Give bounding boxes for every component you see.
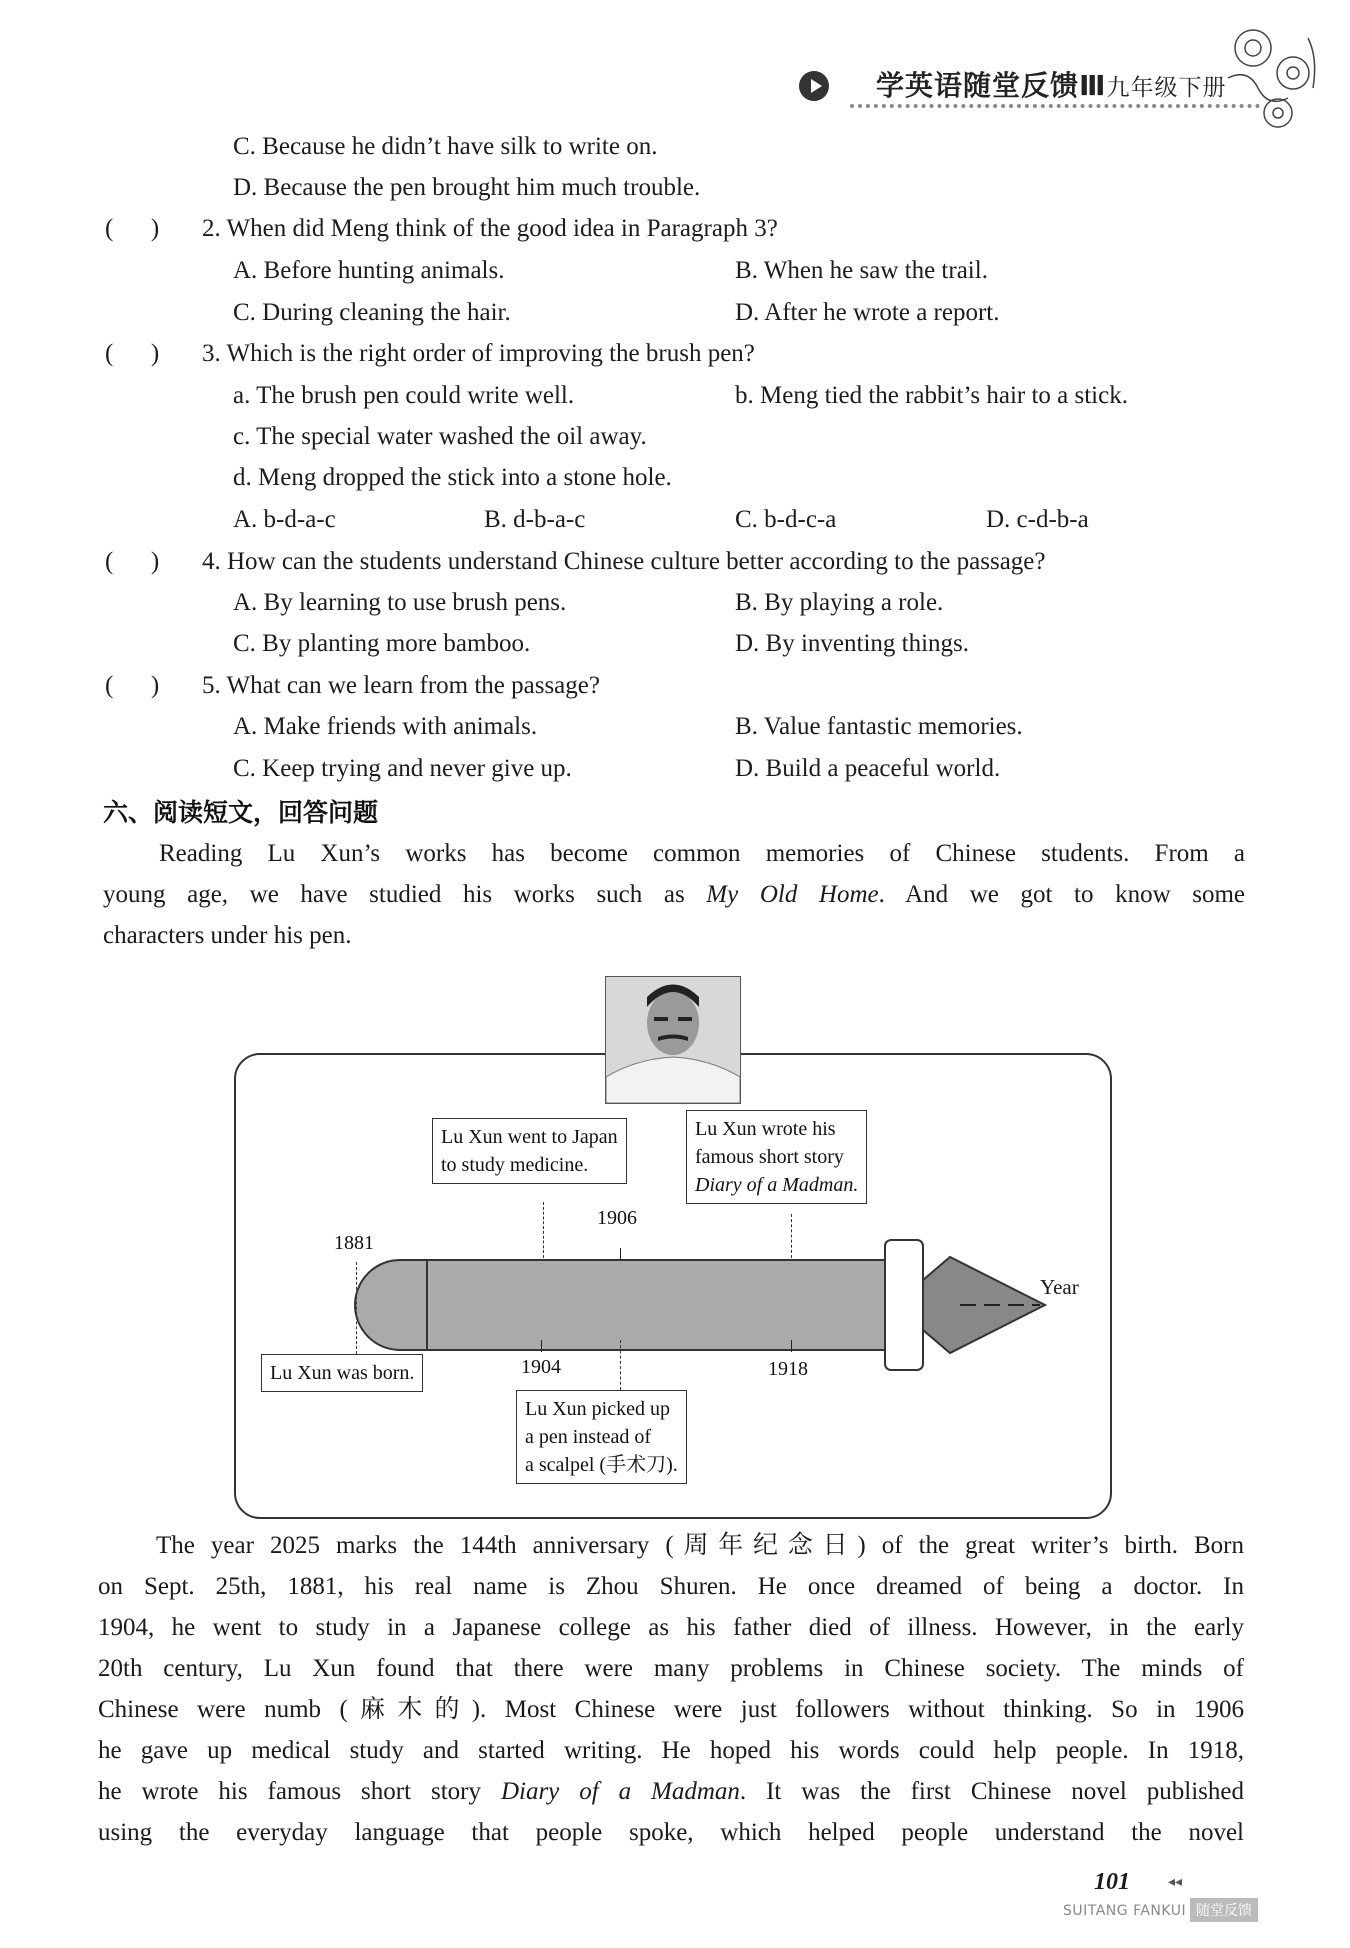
option-text: A. Before hunting animals. (233, 257, 505, 284)
paragraph-line: The year 2025 marks the 144th anniversary (周年纪念日) of the great writer’s birth. Born (156, 1532, 1244, 1559)
paragraph-line: 1904, he went to study in a Japanese college as his father died of illness. However, in the early (98, 1614, 1244, 1641)
question-stem: 3. Which is the right order of improving the brush pen? (202, 340, 755, 367)
event-box-1906: Lu Xun went to Japan to study medicine. (432, 1118, 627, 1184)
answer-bracket[interactable]: ( ) (105, 215, 160, 242)
option-text: B. When he saw the trail. (735, 257, 988, 284)
flower-decoration-icon (1218, 18, 1328, 138)
marker-1918 (791, 1340, 792, 1352)
statement-text: b. Meng tied the rabbit’s hair to a stick. (735, 382, 1128, 409)
year-label-1881: 1881 (334, 1232, 374, 1254)
event-box-1904: Lu Xun picked up a pen instead of a scalpel (手术刀). (516, 1390, 687, 1484)
connector-1904 (620, 1340, 621, 1390)
play-circle-icon (799, 71, 829, 101)
statement-text: c. The special water washed the oil away. (233, 423, 647, 450)
paragraph-line: 20th century, Lu Xun found that there were many problems in Chinese society. The minds of (98, 1655, 1244, 1682)
paragraph-line: on Sept. 25th, 1881, his real name is Zhou Shuren. He once dreamed of being a doctor. In (98, 1573, 1244, 1600)
header-divider (850, 104, 1260, 108)
paragraph-line: characters under his pen. (103, 922, 352, 949)
option-text: B. d-b-a-c (484, 506, 586, 533)
passage-paragraph (98, 1525, 1244, 1853)
question-stem: 5. What can we learn from the passage? (202, 672, 600, 699)
lu-xun-portrait (605, 976, 741, 1104)
axis-label: Year (1040, 1275, 1079, 1299)
option-text: B. Value fantastic memories. (735, 713, 1023, 740)
option-text: D. Because the pen brought him much trouble. (233, 174, 701, 201)
option-text: A. b-d-a-c (233, 506, 336, 533)
answer-bracket[interactable]: ( ) (105, 340, 160, 367)
event-box-1918: Lu Xun wrote his famous short story Diary of a Madman. (686, 1110, 867, 1204)
option-text: A. By learning to use brush pens. (233, 589, 567, 616)
option-text: C. By planting more bamboo. (233, 630, 531, 657)
section-title: 六、阅读短文，回答问题 (103, 798, 379, 827)
connector-1906 (543, 1202, 544, 1258)
book-title-text: Diary of a Madman (500, 1778, 740, 1805)
marker-1906 (620, 1248, 621, 1260)
paragraph-line: young age, we have studied his works such as My Old Home. And we got to know some (103, 881, 1245, 908)
paragraph-line: using the everyday language that people spoke, which helped people understand the novel (98, 1819, 1244, 1846)
option-text: C. Keep trying and never give up. (233, 755, 572, 782)
option-text: C. Because he didn’t have silk to write on. (233, 133, 658, 160)
answer-bracket[interactable]: ( ) (105, 672, 160, 699)
year-label-1904: 1904 (521, 1356, 561, 1378)
book-title: 学英语随堂反馈Ⅲ九年级下册 (876, 69, 1227, 102)
connector-1918 (791, 1214, 792, 1258)
event-box-1881: Lu Xun was born. (261, 1354, 423, 1392)
paragraph-line: he gave up medical study and started writing. He hoped his words could help people. In 1918, (98, 1737, 1244, 1764)
paragraph-line: Chinese were numb (麻木的). Most Chinese were just followers without thinking. So in 1906 (98, 1696, 1244, 1723)
option-text: A. Make friends with animals. (233, 713, 538, 740)
question-stem: 4. How can the students understand Chinese culture better according to the passage? (202, 548, 1046, 575)
option-text: D. Build a peaceful world. (735, 755, 1001, 782)
option-text: B. By playing a role. (735, 589, 944, 616)
marker-1881 (356, 1262, 357, 1354)
paragraph-line: Reading Lu Xun’s works has become common memories of Chinese students. From a (159, 840, 1245, 867)
statement-text: a. The brush pen could write well. (233, 382, 575, 409)
statement-text: d. Meng dropped the stick into a stone hole. (233, 464, 672, 491)
intro-paragraph (103, 833, 1245, 956)
option-text: D. By inventing things. (735, 630, 970, 657)
pen-timeline (350, 1235, 1070, 1375)
option-text: D. c-d-b-a (986, 506, 1089, 533)
answer-bracket[interactable]: ( ) (105, 548, 160, 575)
marker-1904 (541, 1340, 542, 1352)
year-label-1918: 1918 (768, 1358, 808, 1380)
paragraph-line: he wrote his famous short story Diary of a Madman. It was the first Chinese novel published (98, 1778, 1244, 1805)
option-text: C. b-d-c-a (735, 506, 837, 533)
book-title-text: My Old Home (706, 881, 879, 908)
option-text: D. After he wrote a report. (735, 299, 1000, 326)
footer-badge: 随堂反馈 (1190, 1898, 1258, 1922)
page-number: 101 (1094, 1869, 1130, 1895)
footer-pinyin: SUITANG FANKUI (1063, 1903, 1187, 1919)
question-stem: 2. When did Meng think of the good idea in Paragraph 3? (202, 215, 778, 242)
year-label-1906: 1906 (597, 1207, 637, 1229)
double-arrow-icon: ◂◂ (1168, 1875, 1183, 1890)
option-text: C. During cleaning the hair. (233, 299, 511, 326)
